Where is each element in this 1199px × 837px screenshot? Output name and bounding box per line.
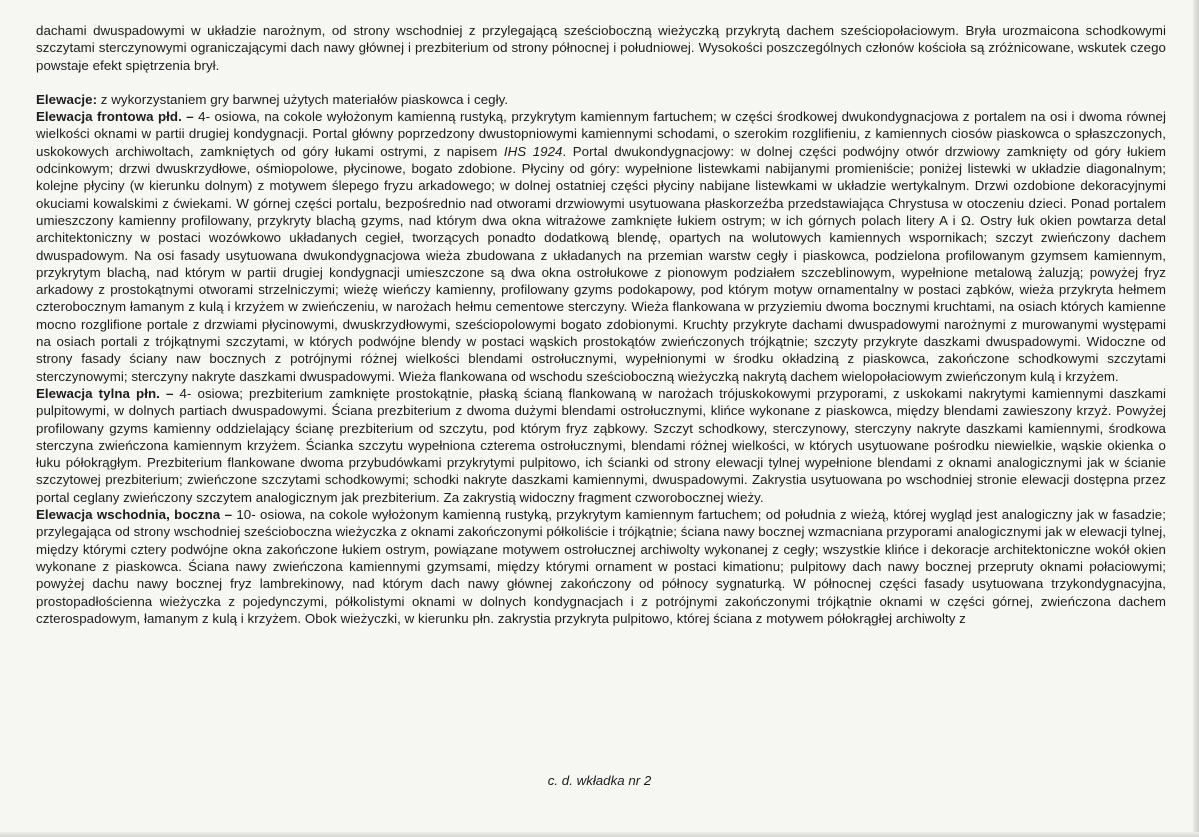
elewacja-wschodnia-text: 10- osiowa, na cokole wyłożonym kamienną rustyką, przykrytym kamiennym fartuchem; od południa z wieżą, której wygląd jest analogiczny jak w fasadzie; przylegająca od strony wschodniej sześcioboczna wieżyczka z oknami zakończonymi półkoliście i trójkątnie; ściana nawy bocznej wzmacniana przyporami analogicznymi jak w elewacji tylnej, między którymi cztery podwójne okna zakończone łukiem ostrym, powiązane motywem ostrołucznej archiwolty wykonanej z cegły; wszystkie klińce i dekoracje architektoniczne wokół okien wykonane z piaskowca. Ściana nawy zwieńczona kamiennymi gzymsami, między którymi ornament w postaci kimationu; pulpitowy dach nawy bocznej przepruty oknami połaciowymi; powyżej dachu nawy bocznej fryz lambrekinowy, nad którym dach nawy głównej zakończony od północy sygnaturką. W północnej części fasady usytuowana trzykondygnacyjna, prostopadłościenna wieżyczka z pojedynczymi, półkolistymi oknami w dolnych kondygnacjach i z potrójnymi zakończonymi trójkątnie oknami w części górnej, zwieńczona dachem czterospadowym, łamanym z kulą i krzyżem. Obok wieżyczki, w kierunku płn. zakrystia przykryta pulpitowo, której ściana z motywem półokrągłej archiwolty z <box>36 507 1166 626</box>
continuation-note: c. d. wkładka nr 2 <box>547 773 652 788</box>
paragraph-gap <box>36 74 1166 91</box>
elewacja-frontowa-heading: Elewacja frontowa płd. – <box>36 109 194 125</box>
elewacja-frontowa-paragraph <box>36 108 1166 385</box>
elewacja-wschodnia-paragraph <box>36 506 1166 627</box>
elewacje-heading: Elewacje: <box>36 91 98 107</box>
document-body <box>36 22 1166 627</box>
portal-inscription: IHS 1924 <box>503 143 563 159</box>
elewacje-paragraph <box>36 91 1166 108</box>
elewacja-tylna-paragraph <box>36 385 1166 506</box>
elewacja-tylna-text: 4- osiowa; prezbiterium zamknięte prostokątnie, płaską ścianą flankowaną w narożach trójuskokowymi przyporami, z uskokami nakrytymi kamiennymi daszkami pulpitowymi, w dolnych partiach dwuspadowymi. Ściana prezbiterium z dwoma dużymi blendami ostrołucznymi, klińce wykonane z piaskowca, między blendami zawieszony krzyż. Powyżej profilowany gzyms kamienny oddzielający ścianę prezbiterium od szczytu, pod którym fryz ząbkowy. Szczyt schodkowy, sterczynowy, sterczyny nakryte daszkami kamiennymi, środkowa sterczyna zwieńczona kamiennym krzyżem. Ścianka szczytu wypełniona czterema ostrołucznymi, blendami różnej wielkości, w których usytuowane pośrodku niewielkie, wąskie okienka o łuku półokrągłym. Prezbiterium flankowane dwoma przybudówkami przykrytymi pulpitowo, ich ścianki od strony elewacji tylnej wypełnione blendami z oknami analogicznymi jak w ścianie szczytowej prezbiterium; zwieńczone szczytami schodkowymi; schodki nakryte daszkami kamiennymi, dwuspadowymi. Zakrystia usytuowana po wschodniej stronie elewacji dostępna przez portal ceglany zwieńczony szczytem analogicznym jak prezbiterium. Za zakrystią widoczny fragment czworobocznej wieży. <box>36 385 1166 505</box>
intro-paragraph: dachami dwuspadowymi w układzie narożnym, od strony wschodniej z przylegającą sześcioboczną wieżyczką przykrytą dachem sześciopołaciowym. Bryła urozmaicona schodkowymi szczytami sterczynowymi ograniczającymi dach nawy głównej i prezbiterium od strony północnej i południowej. Wysokości poszczególnych członów kościoła są zróżnicowane, wskutek czego powstaje efekt spiętrzenia brył. <box>36 23 1166 73</box>
page-edge-right <box>1193 0 1199 837</box>
elewacja-tylna-heading: Elewacja tylna płn. – <box>36 385 174 401</box>
elewacje-text: z wykorzystaniem gry barwnej użytych materiałów piaskowca i cegły. <box>97 91 509 107</box>
page-edge-bottom <box>0 832 1199 837</box>
elewacja-wschodnia-heading: Elewacja wschodnia, boczna – <box>36 507 233 523</box>
elewacja-frontowa-text-a: 4- osiowa, na cokole wyłożonym kamienną rustyką, przykrytym kamiennym fartuchem; w części środkowej dwukondygnacjowa z portalem na osi i dwoma równej wielkości oknami w partii drugiej kondygnacji. Portal główny poprzedzony dwustopniowymi kamiennymi schodami, o szerokim rozglifieniu, z kamiennych ciosów piaskowca o spłaszczonych, uskokowych archiwoltach, zamkniętych od góry łukami ostrymi, z napisem <box>36 109 1166 159</box>
elewacja-frontowa-text-b: . Portal dwukondygnacjowy: w dolnej części podwójny otwór drzwiowy zamknięty od góry łukiem odcinkowym; drzwi dwuskrzydłowe, ośmiopolowe, płycinowe, bogato zdobione. Płyciny od góry: wypełnione listewkami nabijanymi promieniście; poniżej listewki w układzie diagonalnym; kolejne płyciny (w kierunku dolnym) z motywem ślepego fryzu arkadowego; w dolnej ostatniej części płyciny nabijane listewkami w układzie wertykalnym. Drzwi ozdobione dekoracyjnymi okuciami kowalskimi z ćwiekami. W górnej części portalu, bezpośrednio nad otworami drzwiowymi usytuowana płaskorzeźba przedstawiająca Chrystusa w otoczeniu dzieci. Ponad portalem umieszczony kamienny profilowany, przykryty blachą gzyms, nad którym dwa okna witrażowe zamknięte łukiem ostrym; w ich górnych polach litery A i Ω. Ostry łuk okien powtarza detal architektoniczny w postaci wozówkowo układanych cegieł, tworzących ponadto dodatkową blendę, opartych na wolutowych kamiennych wspornikach; szczyt zwieńczony dachem dwuspadowym. Na osi fasady usytuowana dwukondygnacjowa wieża zbudowana z układanych na przemian warstw cegły i piaskowca, podzielona profilowanym gzymsem kamiennym, przykrytym blachą, nad którym w partii drugiej kondygnacji umieszczone są dwa okna ostrołukowe z pionowym podziałem szczeblinowym, wypełnione metalową żaluzją; powyżej fryz arkadowy z prostokątnymi otworami strzelniczymi; wieżę wieńczy kamienny, profilowany gzyms podokapowy, pod którym motyw ornamentalny w postaci ząbków, wieża przykryta hełmem czterobocznym łamanym z kulą i krzyżem w zwieńczeniu, w narożach hełmu cementowe sterczyny. Wieża flankowana w przyziemiu dwoma bocznymi kruchtami, na osiach których kamienne mocno rozglifione portale z drzwiami płycinowymi, dwuskrzydłowymi, sześciopolowymi bogato zdobionymi. Kruchty przykryte dachami dwuspadowymi narożnymi z murowanymi występami na osiach portali z trójkątnymi szczytami, w których podwójne blendy w postaci wąskich prostokątów zwieńczonych trójkątnie; szczyty przykryte daszkami dwuspadowymi. Widoczne od strony fasady ściany naw bocznych z potrójnymi różnej wielkości blendami ostrołucznymi, wypełnionymi w środku okładziną z piaskowca, zakończone schodkowymi szczytami sterczynowymi; sterczyny nakryte daszkami dwuspadowymi. Wieża flankowana od wschodu sześcioboczną wieżyczką nakrytą dachem wielopołaciowym zwieńczonym kulą i krzyżem. <box>36 143 1167 384</box>
